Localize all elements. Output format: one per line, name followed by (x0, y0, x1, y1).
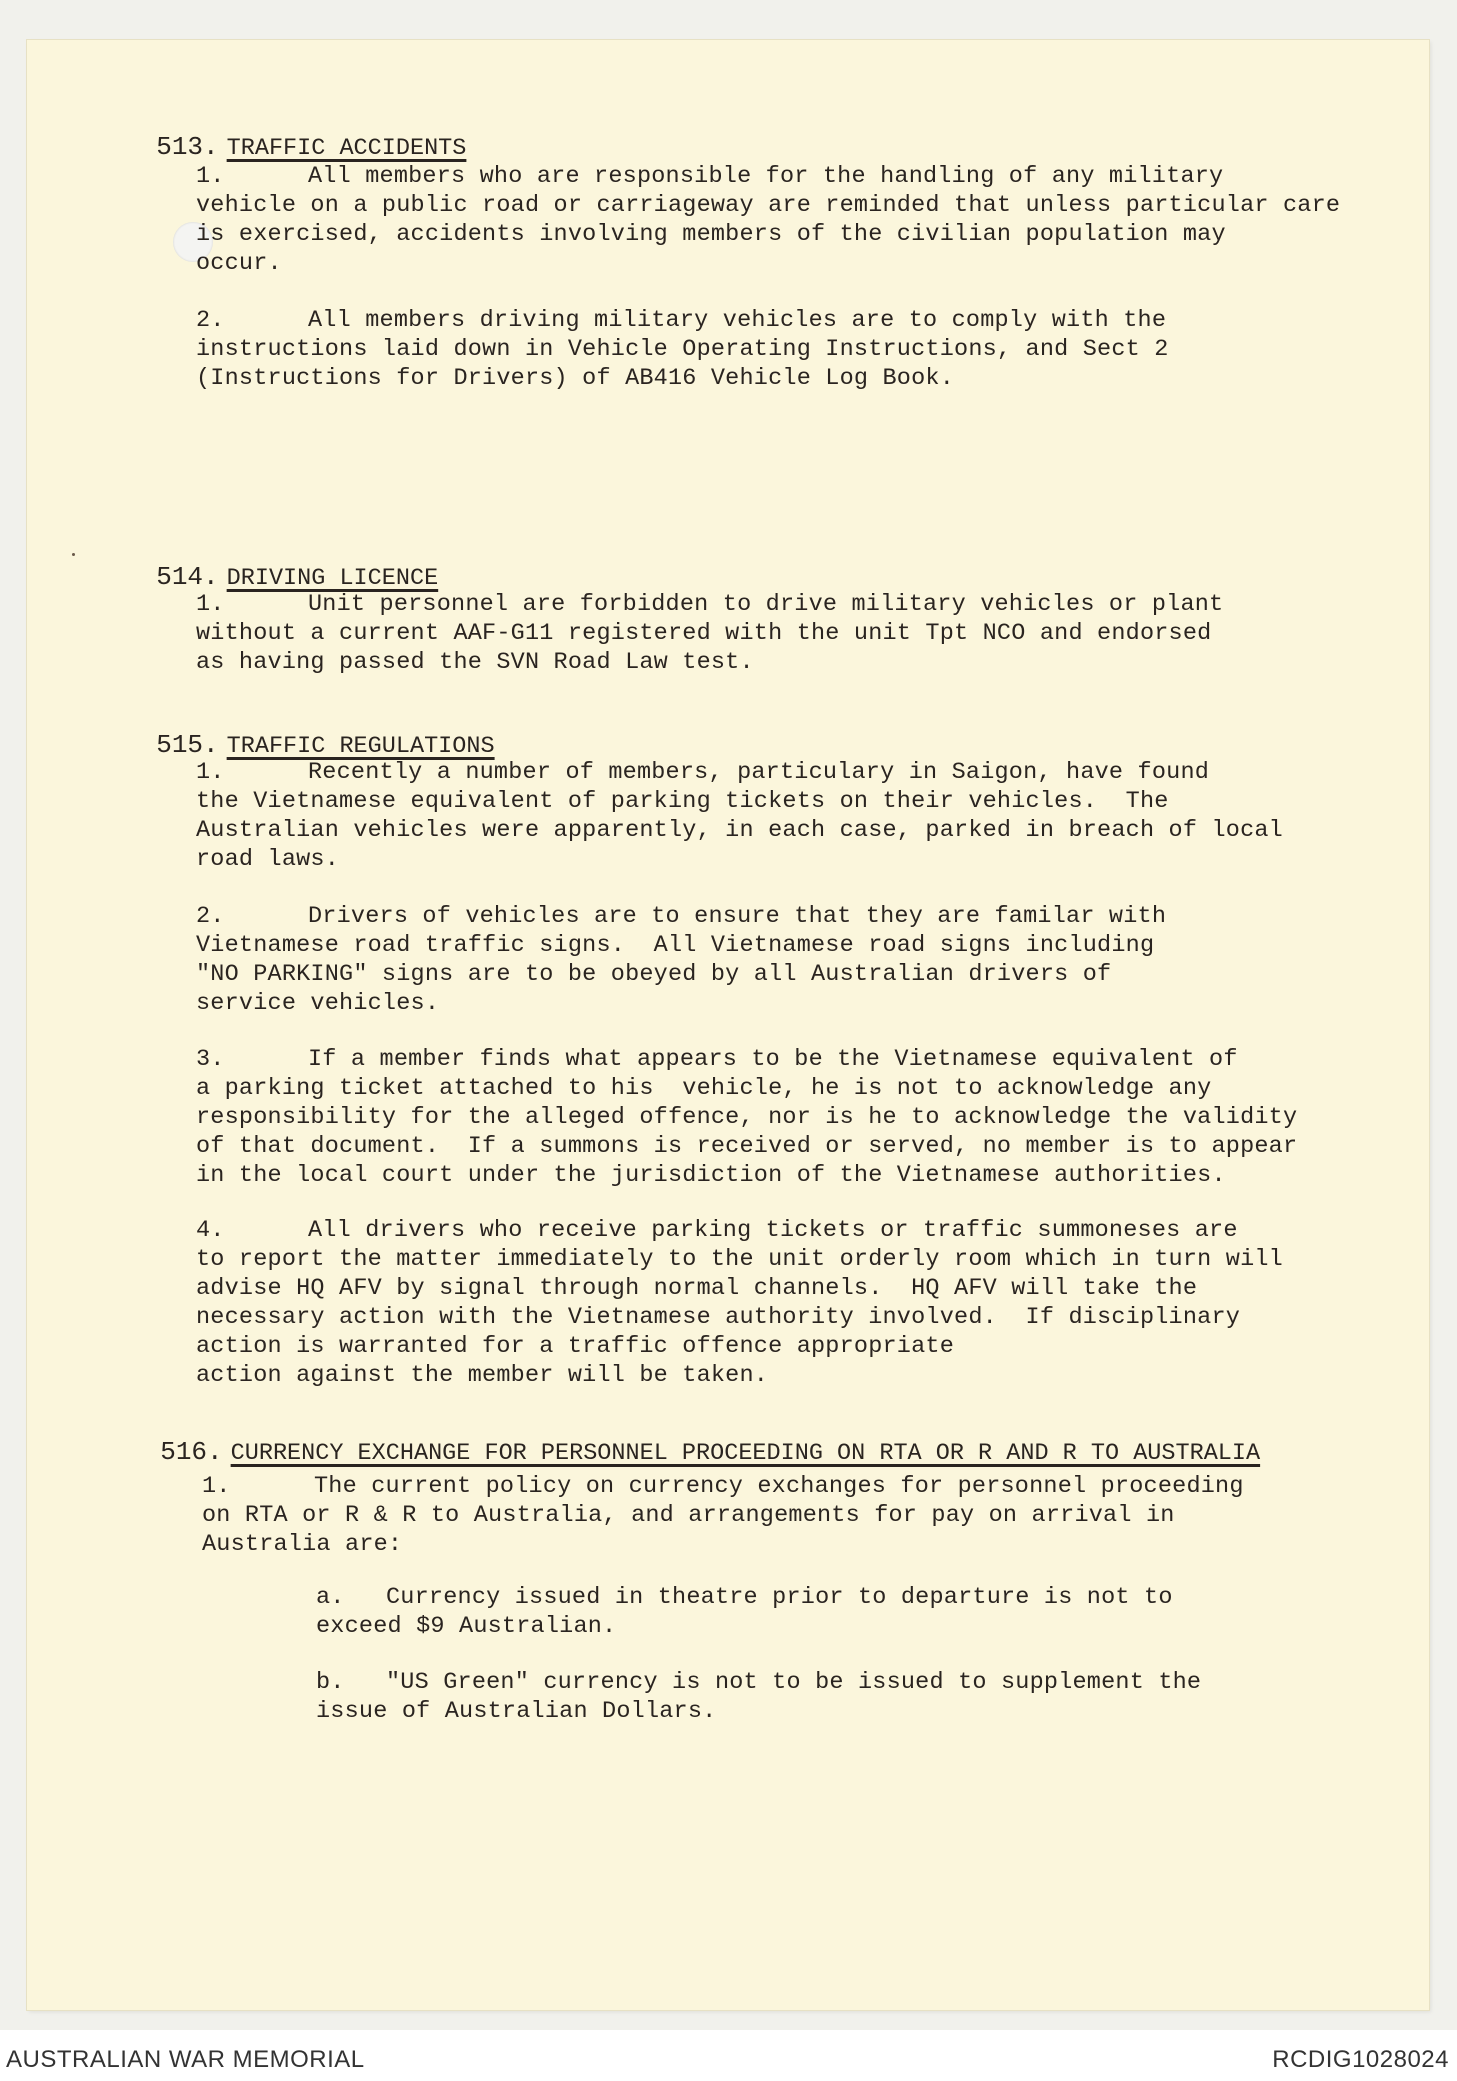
paragraph-line: All members who are responsible for the handling of any military (308, 163, 1224, 190)
section-516-subparagraph-a (316, 1583, 1173, 1641)
paragraph-number: 1. (196, 591, 225, 618)
section-title: CURRENCY EXCHANGE FOR PERSONNEL PROCEEDING ON RTA OR R AND R TO AUSTRALIA (230, 1440, 1261, 1467)
section-515-paragraph-1 (196, 758, 1283, 874)
section-title: TRAFFIC REGULATIONS (226, 733, 495, 760)
margin-mark (72, 553, 75, 556)
section-513-paragraph-1 (196, 162, 1340, 278)
paragraph-line: the Vietnamese equivalent of parking tickets on their vehicles. The (196, 788, 1169, 815)
paragraph-line: Australian vehicles were apparently, in each case, parked in breach of local (196, 817, 1283, 844)
paragraph-number: 1. (202, 1473, 231, 1500)
section-title: TRAFFIC ACCIDENTS (226, 135, 467, 162)
section-513-heading (128, 105, 466, 162)
paragraph-line: issue of Australian Dollars. (316, 1698, 717, 1725)
paragraph-line: is exercised, accidents involving members of the civilian population may (196, 221, 1226, 248)
subparagraph-letter: a. (316, 1584, 345, 1611)
section-number: 514. (156, 562, 219, 592)
paragraph-line: Unit personnel are forbidden to drive military vehicles or plant (308, 591, 1224, 618)
section-515-paragraph-2 (196, 902, 1166, 1018)
paragraph-line: Currency issued in theatre prior to departure is not to (386, 1584, 1173, 1611)
paragraph-line: necessary action with the Vietnamese authority involved. If disciplinary (196, 1304, 1241, 1331)
section-514-paragraph-1 (196, 590, 1223, 677)
section-title: DRIVING LICENCE (226, 565, 439, 592)
paragraph-number: 3. (196, 1046, 225, 1073)
paragraph-line: "NO PARKING" signs are to be obeyed by all Australian drivers of (196, 961, 1112, 988)
section-514-heading (128, 535, 438, 592)
paragraph-number: 1. (196, 759, 225, 786)
paragraph-line: (Instructions for Drivers) of AB416 Vehicle Log Book. (196, 365, 955, 392)
paragraph-line: advise HQ AFV by signal through normal channels. HQ AFV will take the (196, 1275, 1198, 1302)
record-id: RCDIG1028024 (1272, 2046, 1449, 2073)
subparagraph-letter: b. (316, 1669, 345, 1696)
paragraph-number: 4. (196, 1217, 225, 1244)
paragraph-line: "US Green" currency is not to be issued to supplement the (386, 1669, 1202, 1696)
section-516-paragraph-1 (202, 1472, 1244, 1559)
paragraph-line: Recently a number of members, particulary in Saigon, have found (308, 759, 1210, 786)
paragraph-line: Australia are: (202, 1531, 403, 1558)
paragraph-line: a parking ticket attached to his vehicle, he is not to acknowledge any (196, 1075, 1212, 1102)
paragraph-line: without a current AAF-G11 registered with the unit Tpt NCO and endorsed (196, 620, 1212, 647)
section-number: 513. (156, 132, 219, 162)
paragraph-line: in the local court under the jurisdiction of the Vietnamese authorities. (196, 1162, 1226, 1189)
section-number: 515. (156, 730, 219, 760)
paragraph-line: of that document. If a summons is received or served, no member is to appear (196, 1133, 1298, 1160)
paragraph-line: responsibility for the alleged offence, nor is he to acknowledge the validity (196, 1104, 1298, 1131)
paragraph-line: service vehicles. (196, 990, 440, 1017)
paragraph-line: All members driving military vehicles are to comply with the (308, 307, 1167, 334)
section-516-heading (132, 1410, 1260, 1467)
paragraph-line: action against the member will be taken. (196, 1362, 769, 1389)
section-516-subparagraph-b (316, 1668, 1201, 1726)
section-number: 516. (160, 1437, 223, 1467)
paragraph-line: Drivers of vehicles are to ensure that they are familar with (308, 903, 1167, 930)
paragraph-line: action is warranted for a traffic offence appropriate (196, 1333, 955, 1360)
paragraph-line: on RTA or R & R to Australia, and arrangements for pay on arrival in (202, 1502, 1175, 1529)
paragraph-line: as having passed the SVN Road Law test. (196, 649, 754, 676)
paragraph-line: road laws. (196, 846, 340, 873)
section-515-paragraph-3 (196, 1045, 1297, 1190)
section-515-heading (128, 703, 495, 760)
paragraph-line: If a member finds what appears to be the Vietnamese equivalent of (308, 1046, 1238, 1073)
paragraph-line: exceed $9 Australian. (316, 1613, 617, 1640)
paragraph-line: The current policy on currency exchanges for personnel proceeding (314, 1473, 1244, 1500)
section-515-paragraph-4 (196, 1216, 1283, 1390)
archive-credit: AUSTRALIAN WAR MEMORIAL (6, 2046, 365, 2073)
paragraph-line: instructions laid down in Vehicle Operating Instructions, and Sect 2 (196, 336, 1169, 363)
paragraph-line: occur. (196, 250, 282, 277)
paragraph-number: 2. (196, 307, 225, 334)
section-513-paragraph-2 (196, 306, 1169, 393)
paragraph-number: 2. (196, 903, 225, 930)
paragraph-line: Vietnamese road traffic signs. All Vietnamese road signs including (196, 932, 1155, 959)
paragraph-number: 1. (196, 163, 225, 190)
paragraph-line: All drivers who receive parking tickets or traffic summoneses are (308, 1217, 1238, 1244)
paragraph-line: to report the matter immediately to the unit orderly room which in turn will (196, 1246, 1283, 1273)
paragraph-line: vehicle on a public road or carriageway are reminded that unless particular care (196, 192, 1341, 219)
